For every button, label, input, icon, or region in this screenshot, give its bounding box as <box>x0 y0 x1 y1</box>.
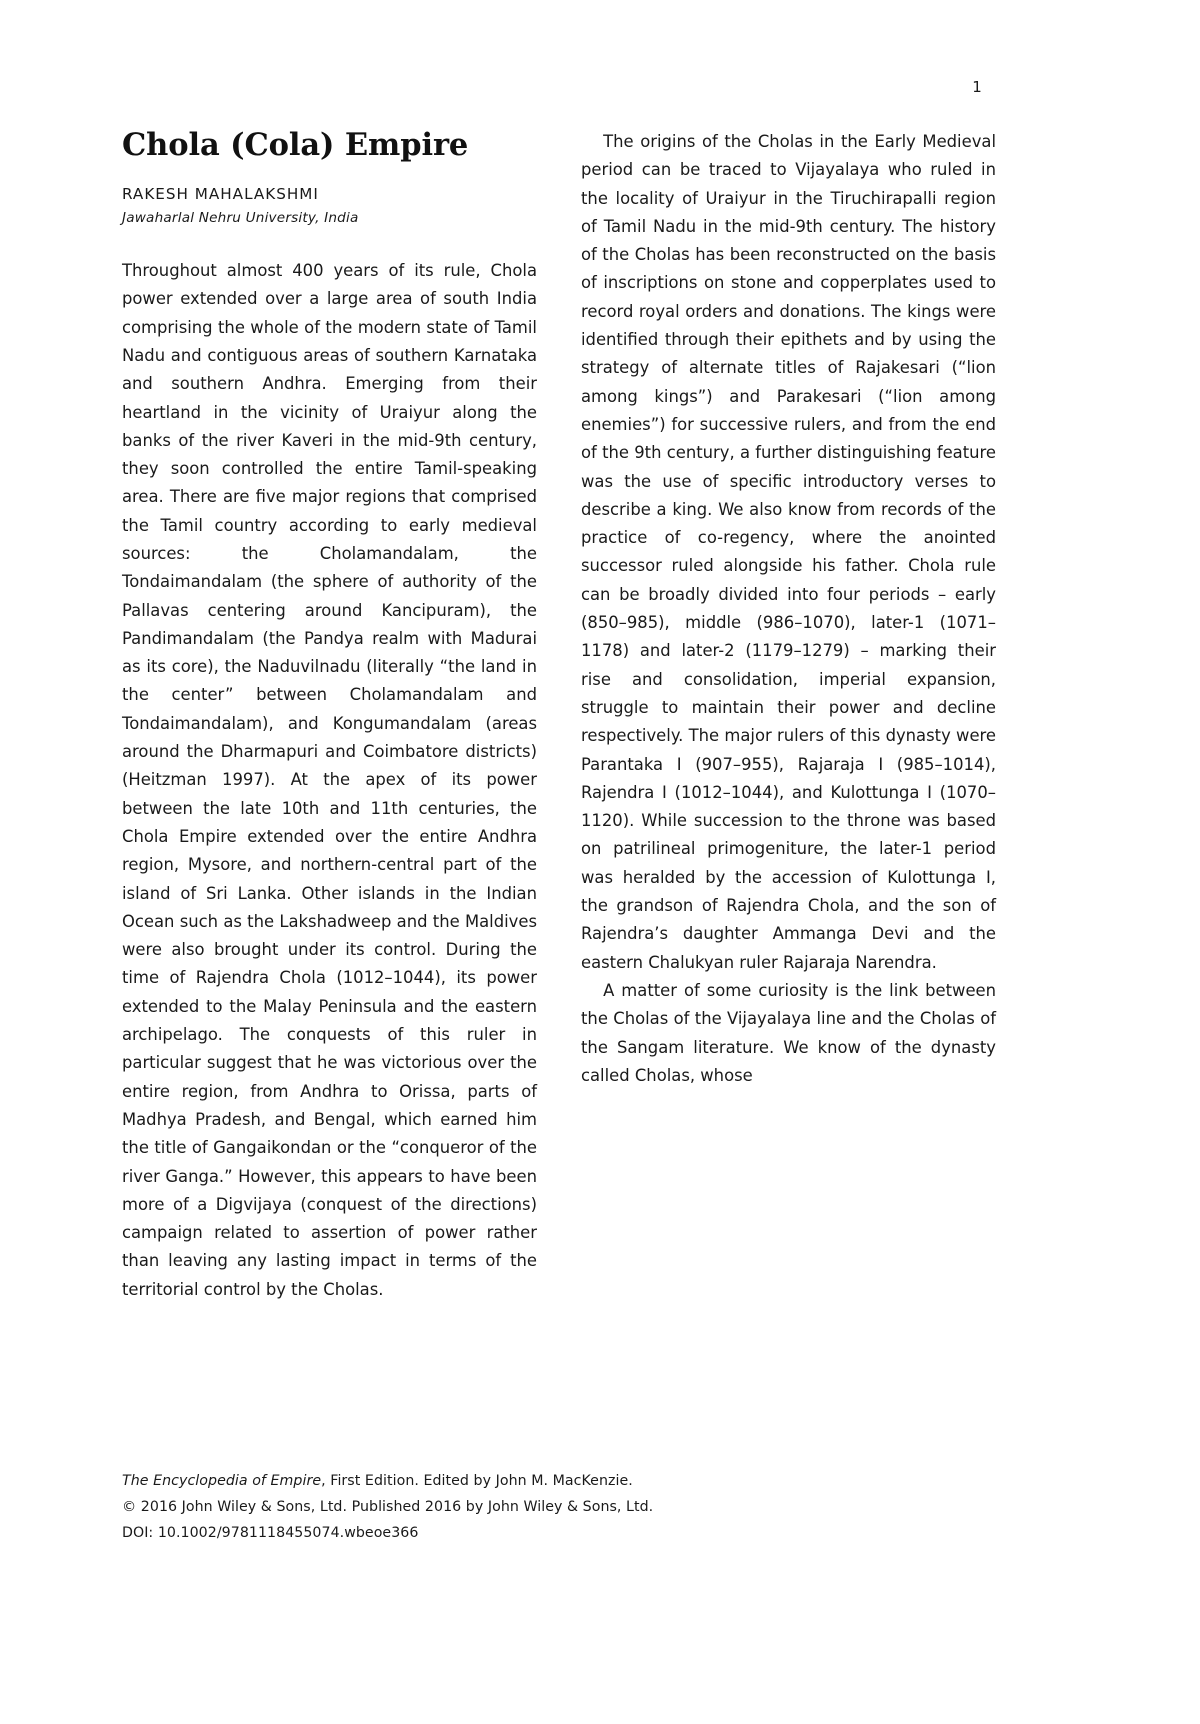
page-footer <box>122 1468 882 1546</box>
footer-publication-rest: , First Edition. Edited by John M. MacKenzie. <box>321 1473 633 1489</box>
footer-publication-line <box>122 1468 882 1494</box>
author-affiliation: Jawaharlal Nehru University, India <box>122 209 359 226</box>
page-title: Chola (Cola) Empire <box>122 127 469 163</box>
footer-copyright-line: © 2016 John Wiley & Sons, Ltd. Published 2016 by John Wiley & Sons, Ltd. <box>122 1499 654 1515</box>
footer-publication-title: The Encyclopedia of Empire <box>122 1473 322 1489</box>
article-body-columns <box>122 128 996 1308</box>
author-name: RAKESH MAHALAKSHMI <box>122 185 319 204</box>
body-paragraph-3: A matter of some curiosity is the link between the Cholas of the Vijayalaya line and the Cholas of the Sangam literature. We know of the dynasty called Cholas, whose <box>581 980 996 1085</box>
body-paragraph-2: The origins of the Cholas in the Early Medieval period can be traced to Vijayalaya who ruled in the locality of Uraiyur in the Tiruchirapalli region of Tamil Nadu in the mid-9th century. The history of the Cholas has been reconstructed on the basis of inscriptions on stone and copperplates used to record royal orders and donations. The kings were identified through their epithets and by using the strategy of alternate titles of Rajakesari (“lion among kings”) and Parakesari (“lion among enemies”) for successive rulers, and from the end of the 9th century, a further distinguishing feature was the use of specific introductory verses to describe a king. We also know from records of the practice of co-regency, where the anointed successor ruled alongside his father. Chola rule can be broadly divided into four periods – early (850–985), middle (986–1070), later-1 (1071–1178) and later-2 (1179–1279) – marking their rise and consolidation, imperial expansion, struggle to maintain their power and decline respectively. The major rulers of this dynasty were Parantaka I (907–955), Rajaraja I (985–1014), Rajendra I (1012–1044), and Kulottunga I (1070–1120). While succession to the throne was based on patrilineal primogeniture, the later-1 period was heralded by the accession of Kulottunga I, the grandson of Rajendra Chola, and the son of Rajendra’s daughter Ammanga Devi and the eastern Chalukyan ruler Rajaraja Narendra. <box>581 132 996 972</box>
page-number: 1 <box>972 78 982 96</box>
footer-doi-line: DOI: 10.1002/9781118455074.wbeoe366 <box>122 1525 419 1541</box>
body-paragraph-1: Throughout almost 400 years of its rule, Chola power extended over a large area of south India comprising the whole of the modern state of Tamil Nadu and contiguous areas of southern Karnataka and southern Andhra. Emerging from their heartland in the vicinity of Uraiyur along the banks of the river Kaveri in the mid-9th century, they soon controlled the entire Tamil-speaking area. There are five major regions that comprised the Tamil country according to early medieval sources: the Cholamandalam, the Tondaimandalam (the sphere of authority of the Pallavas centering around Kancipuram), the Pandimandalam (the Pandya realm with Madurai as its core), the Naduvilnadu (literally “the land in the center” between Cholamandalam and Tondaimandalam), and Kongumandalam (areas around the Dharmapuri and Coimbatore districts) (Heitzman 1997). At the apex of its power between the late 10th and 11th centuries, the Chola Empire extended over the entire Andhra region, Mysore, and northern-central part of the island of Sri Lanka. Other islands in the Indian Ocean such as the Lakshadweep and the Maldives were also brought under its control. During the time of Rajendra Chola (1012–1044), its power extended to the Malay Peninsula and the eastern archipelago. The conquests of this ruler in particular suggest that he was victorious over the entire region, from Andhra to Orissa, parts of Madhya Pradesh, and Bengal, which earned him the title of Gangaikondan or the “conqueror of the river Ganga.” However, this appears to have been more of a Digvijaya (conquest of the directions) campaign related to assertion of power rather than leaving any lasting impact in terms of the territorial control by the Cholas. <box>122 261 537 1299</box>
